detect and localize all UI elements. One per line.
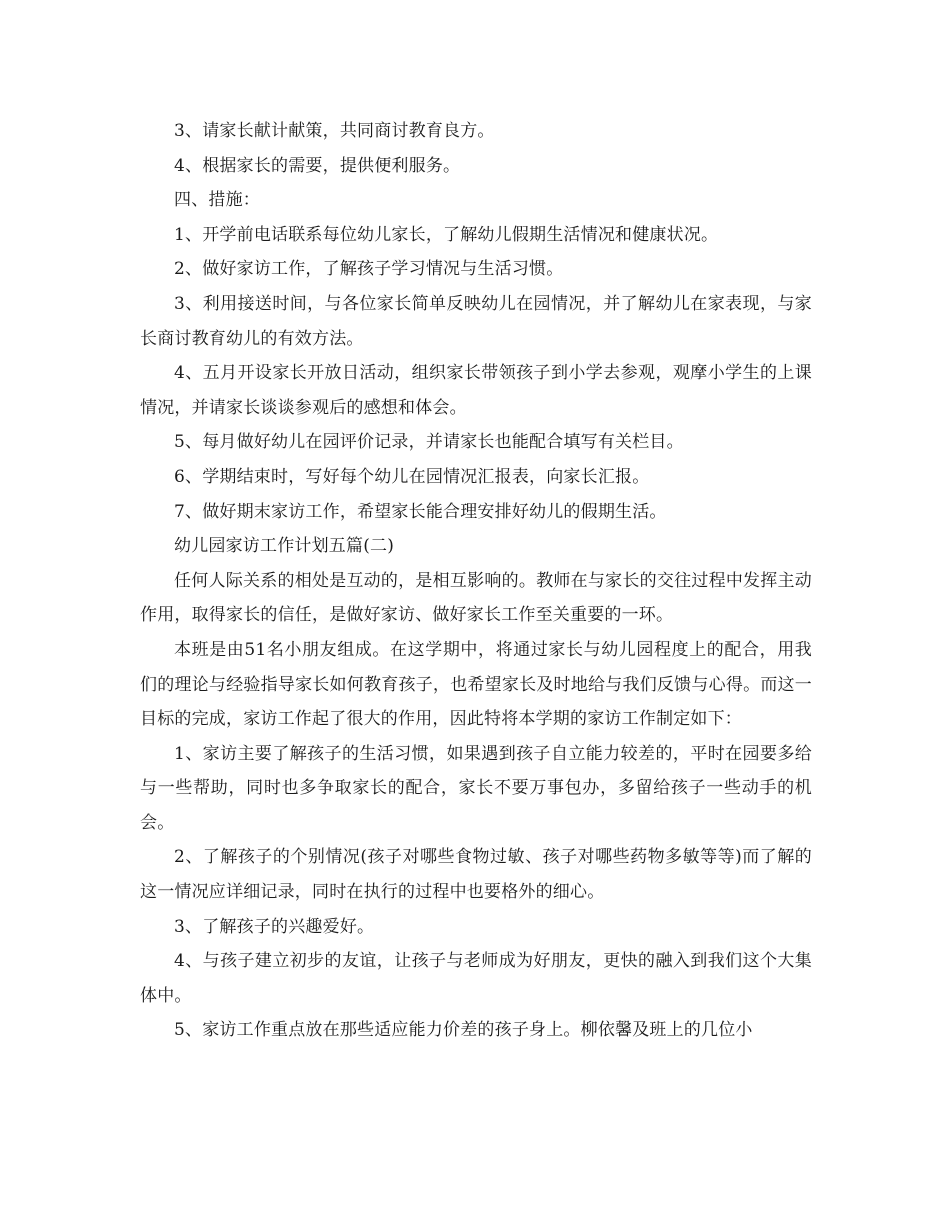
paragraph-step-3: 3、利用接送时间，与各位家长简单反映幼儿在园情况，并了解幼儿在家表现，与家长商讨教育幼儿的有效方法。 [140, 293, 812, 349]
paragraph-visit-1: 1、家访主要了解孩子的生活习惯，如果遇到孩子自立能力较差的，平时在园要多给与一些帮助，同时也多争取家长的配合，家长不要万事包办，多留给孩子一些动手的机会。 [140, 743, 812, 833]
paragraph-step-4: 4、五月开设家长开放日活动，组织家长带领孩子到小学去参观，观摩小学生的上课情况，并请家长谈谈参观后的感想和体会。 [140, 363, 812, 418]
paragraph-step-6: 6、学期结束时，写好每个幼儿在园情况汇报表，向家长汇报。 [174, 466, 650, 487]
paragraph-visit-2: 2、了解孩子的个别情况(孩子对哪些食物过敏、孩子对哪些药物多敏等等)而了解的这一情况应详细记录，同时在执行的过程中也要格外的细心。 [140, 847, 812, 903]
document-body [140, 114, 812, 1048]
paragraph-visit-4: 4、与孩子建立初步的友谊，让孩子与老师成为好朋友，更快的融入到我们这个大集体中。 [140, 951, 812, 1006]
section-title-part-two: 幼儿园家访工作计划五篇(二) [174, 536, 395, 557]
paragraph-measure-4: 4、根据家长的需要，提供便利服务。 [174, 155, 461, 176]
paragraph-class-overview: 本班是由51名小朋友组成。在这学期中，将通过家长与幼儿园程度上的配合，用我们的理论与经验指导家长如何教育孩子，也希望家长及时地给与我们反馈与心得。而这一目标的完成，家访工作起了很大的作用，因此特将本学期的家访工作制定如下： [140, 639, 812, 730]
paragraph-visit-5: 5、家访工作重点放在那些适应能力价差的孩子身上。柳依馨及班上的几位小 [174, 1020, 753, 1041]
paragraph-step-5: 5、每月做好幼儿在园评价记录，并请家长也能配合填写有关栏目。 [174, 432, 684, 453]
paragraph-measure-3: 3、请家长献计献策，共同商讨教育良方。 [174, 121, 495, 141]
section-heading-measures: 四、措施： [174, 190, 260, 211]
paragraph-step-7: 7、做好期末家访工作，希望家长能合理安排好幼儿的假期生活。 [174, 501, 667, 522]
paragraph-step-2: 2、做好家访工作，了解孩子学习情况与生活习惯。 [174, 259, 564, 280]
paragraph-visit-3: 3、了解孩子的兴趣爱好。 [174, 916, 375, 937]
paragraph-intro: 任何人际关系的相处是互动的，是相互影响的。教师在与家长的交往过程中发挥主动作用，取得家长的信任，是做好家访、做好家长工作至关重要的一环。 [140, 570, 812, 626]
paragraph-step-1: 1、开学前电话联系每位幼儿家长，了解幼儿假期生活情况和健康状况。 [174, 224, 719, 245]
